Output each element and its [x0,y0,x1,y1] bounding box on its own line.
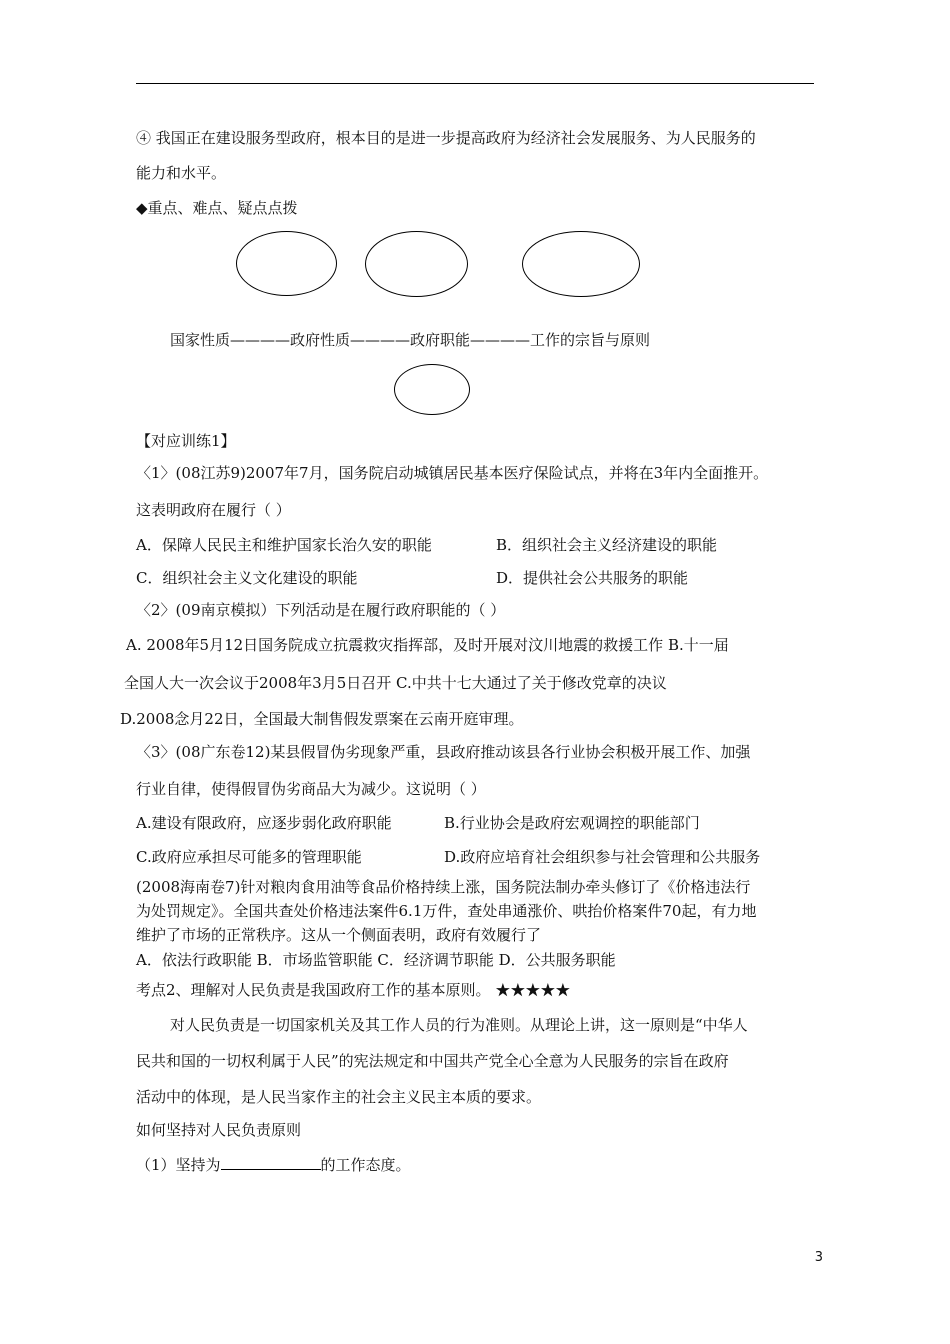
question-2-stem: 〈2〉(09南京模拟）下列活动是在履行政府职能的（ ） [136,601,506,619]
key-points-heading: ◆重点、难点、疑点点拨 [136,199,298,217]
kaodian-2-heading: 考点2、理解对人民负责是我国政府工作的基本原则。 ★★★★★ [136,981,571,999]
question-1-stem: 〈1〉(08江苏9)2007年7月，国务院启动城镇居民基本医疗保险试点，并将在3年内全面推开。 [136,464,769,482]
question-4-line-2: 为处罚规定》。全国共查处价格违法案件6.1万件，查处串通涨价、哄抬价格案件70起，有力地 [136,902,757,920]
kaodian-2-para-line-1: 对人民负责是一切国家机关及其工作人员的行为准则。从理论上讲，这一原则是“中华人 [170,1016,748,1034]
question-3-option-a: A.建设有限政府，应逐步弱化政府职能 [136,814,392,832]
diagram-chain-text: 国家性质————政府性质————政府职能————工作的宗旨与原则 [170,331,651,349]
diagram-ellipse-1 [236,231,337,296]
question-1-stem-cont: 这表明政府在履行（ ） [136,501,291,519]
question-2-line-3: D.2008念月22日，全国最大制售假发票案在云南开庭审理。 [120,710,524,728]
header-rule [136,83,814,84]
exercise-title: 【对应训练1】 [136,432,236,450]
question-1-option-d: D．提供社会公共服务的职能 [496,569,689,587]
question-2-line-2: 全国人大一次会议于2008年3月5日召开 C.中共十七大通过了关于修改党章的决议 [124,674,667,692]
item-1-prefix: （1）坚持为 [136,1156,221,1174]
kaodian-2-para-line-3: 活动中的体现，是人民当家作主的社会主义民主本质的要求。 [136,1088,542,1106]
kaodian-2-para-line-2: 民共和国的一切权利属于人民”的宪法规定和中国共产党全心全意为人民服务的宗旨在政府 [136,1052,729,1070]
diagram-ellipse-2 [365,231,468,297]
question-4-options: A．依法行政职能 B．市场监管职能 C．经济调节职能 D．公共服务职能 [136,951,616,969]
diagram-ellipse-3 [522,231,640,297]
question-4-line-3: 维护了市场的正常秩序。这从一个侧面表明，政府有效履行了 [136,926,542,944]
question-3-stem: 〈3〉(08广东卷12)某县假冒伪劣现象严重，县政府推动该县各行业协会积极开展工作、加强 [136,743,751,761]
item-1-suffix: 的工作态度。 [320,1156,411,1174]
fill-in-blank [221,1155,321,1170]
question-1-option-a: A．保障人民民主和维护国家长治久安的职能 [136,536,432,554]
page-number: 3 [814,1250,823,1265]
item-1 [136,1155,411,1175]
diagram-ellipse-4 [394,364,470,415]
question-4-line-1: (2008海南卷7)针对粮肉食用油等食品价格持续上涨，国务院法制办牵头修订了《价格违法行 [136,878,751,896]
question-1-option-c: C．组织社会主义文化建设的职能 [136,569,358,587]
question-1-option-b: B．组织社会主义经济建设的职能 [496,536,718,554]
question-3-option-d: D.政府应培育社会组织参与社会管理和公共服务 [444,848,761,866]
point-4-line-1: ④ 我国正在建设服务型政府，根本目的是进一步提高政府为经济社会发展服务、为人民服务的 [136,129,756,147]
question-3-option-c: C.政府应承担尽可能多的管理职能 [136,848,362,866]
question-3-option-b: B.行业协会是政府宏观调控的职能部门 [444,814,700,832]
question-2-line-1: A. 2008年5月12日国务院成立抗震救灾指挥部，及时开展对汶川地震的救援工作 B.十一届 [126,636,729,654]
how-to-heading: 如何坚持对人民负责原则 [136,1121,302,1139]
question-3-stem-cont: 行业自律，使得假冒伪劣商品大为减少。这说明（ ） [136,780,486,798]
point-4-line-2: 能力和水平。 [136,164,227,182]
